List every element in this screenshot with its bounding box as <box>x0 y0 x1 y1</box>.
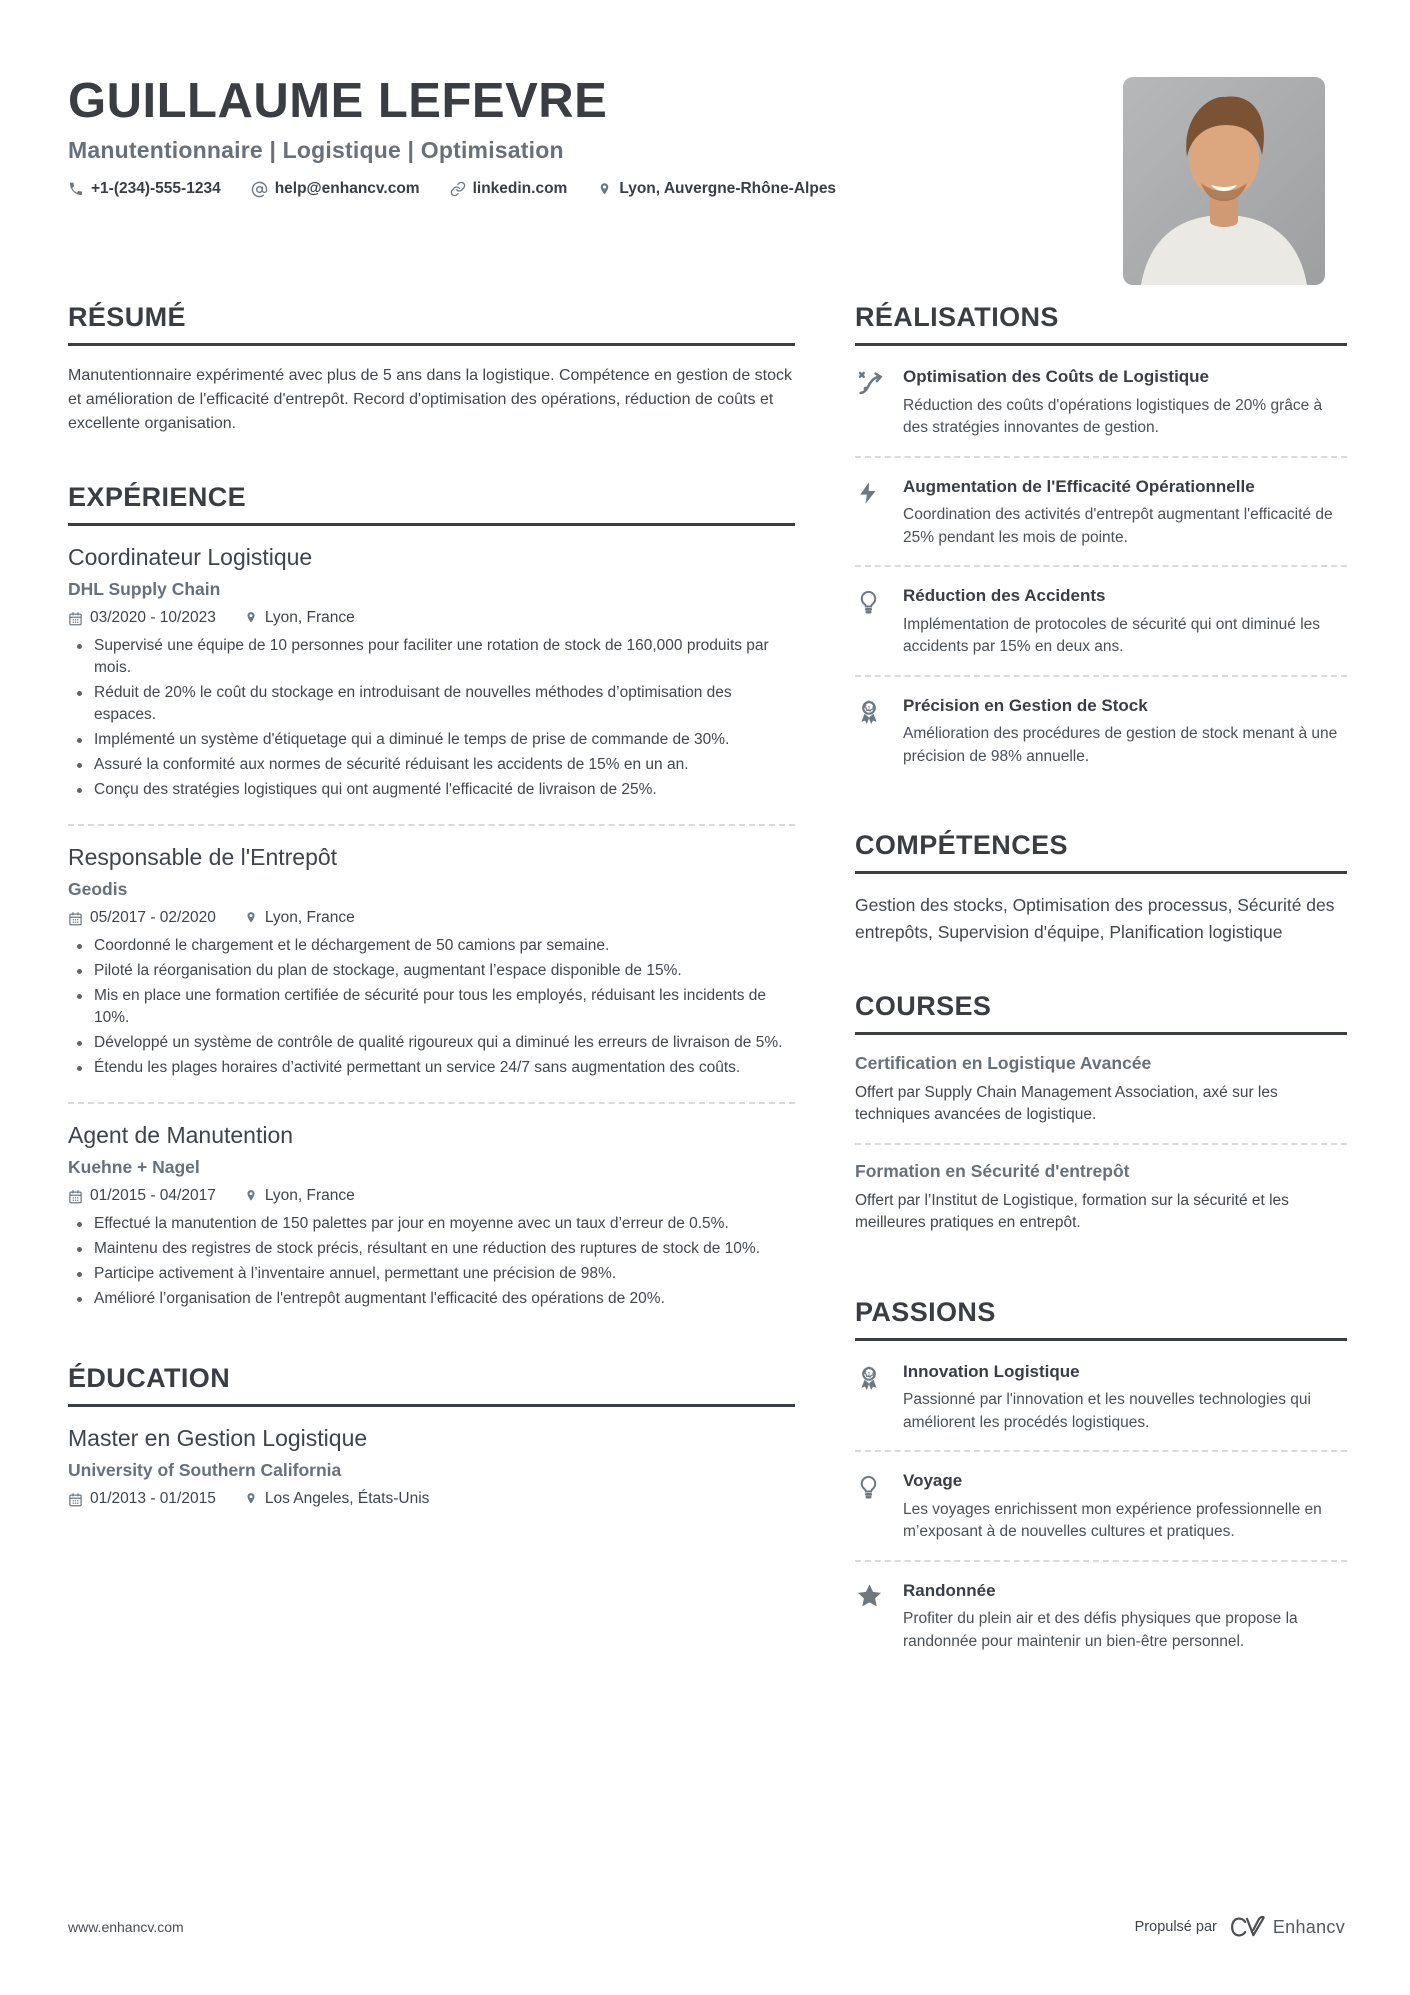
right-column <box>855 302 1347 1715</box>
job-company: DHL Supply Chain <box>68 579 221 600</box>
passion-text: Les voyages enrichissent mon expérience professionnelle en m’exposant à de nouvelles cultures et pratiques. <box>903 1500 1322 1541</box>
star-icon <box>855 1580 885 1654</box>
location-icon <box>244 911 258 925</box>
enhancv-logo-text: Enhancv <box>1272 1916 1345 1937</box>
lightbulb-icon <box>855 585 885 659</box>
job-bullet: Réduit de 20% le coût du stockage en introduisant de nouvelles méthodes d’optimisation des espaces. <box>68 682 795 726</box>
passions-heading: PASSIONS <box>855 1297 1347 1341</box>
section-education <box>68 1363 795 1508</box>
achievement-text: Réduction des coûts d'opérations logistiques de 20% grâce à des stratégies innovantes de gestion. <box>903 396 1323 437</box>
experience-heading: EXPÉRIENCE <box>68 482 795 526</box>
achievement-title: Réduction des Accidents <box>903 586 1106 606</box>
job-location-text: Lyon, France <box>264 609 355 627</box>
at-icon <box>251 181 268 198</box>
job-location-text: Lyon, France <box>264 1187 355 1205</box>
passion-item <box>855 1468 1347 1562</box>
achievement-title: Augmentation de l'Efficacité Opérationnelle <box>903 476 1255 496</box>
job-bullet: Développé un système de contrôle de qualité rigoureux qui a diminué les erreurs de livraison de 5%. <box>68 1032 795 1054</box>
job-company: Geodis <box>68 879 128 900</box>
passion-body <box>903 1361 1347 1435</box>
job-bullet: Piloté la réorganisation du plan de stockage, augmentant l’espace disponible de 15%. <box>68 960 795 982</box>
skills-heading: COMPÉTENCES <box>855 830 1347 874</box>
achievement-title: Optimisation des Coûts de Logistique <box>903 367 1210 387</box>
achievements-heading: RÉALISATIONS <box>855 302 1347 346</box>
location-icon <box>244 611 258 625</box>
svg-text:1: 1 <box>866 703 872 713</box>
achievement-body <box>903 366 1347 440</box>
footer <box>68 1914 1345 1940</box>
passion-item <box>855 1359 1347 1453</box>
course-item <box>855 1161 1347 1251</box>
contact-email-text: help@enhancv.com <box>274 180 420 198</box>
powered-by-label: Propulsé par <box>1134 1919 1217 1935</box>
passion-body <box>903 1470 1347 1544</box>
education-heading: ÉDUCATION <box>68 1363 795 1407</box>
job-location <box>244 909 355 927</box>
passion-title: Innovation Logistique <box>903 1361 1080 1381</box>
job-meta <box>68 1187 795 1205</box>
job-dates-text: 05/2017 - 02/2020 <box>90 909 216 927</box>
left-column <box>68 302 795 1715</box>
job-bullets <box>68 635 795 801</box>
job-meta <box>68 609 795 627</box>
job-location <box>244 609 355 627</box>
location-icon <box>244 1189 258 1203</box>
job-bullet: Effectué la manutention de 150 palettes par jour en moyenne avec un taux d’erreur de 0.5%. <box>68 1213 795 1235</box>
achievement-body <box>903 695 1347 769</box>
calendar-icon <box>68 1492 83 1507</box>
job-dates <box>68 609 216 627</box>
resume-text: Manutentionnaire expérimenté avec plus de 5 ans dans la logistique. Compétence en gestion de stock et amélioration de l'efficacité d'entrepôt. Record d'optimisation des opérations, réduction de coûts et excellente organisation. <box>68 367 793 433</box>
education-location-text: Los Angeles, États-Unis <box>264 1490 430 1508</box>
location-icon <box>244 1492 258 1506</box>
job-bullet: Étendu les plages horaires d’activité permettant un service 24/7 sans augmentation des coûts. <box>68 1057 795 1079</box>
svg-text:1: 1 <box>866 1369 872 1379</box>
location-icon <box>597 182 612 197</box>
education-dates-text: 01/2013 - 01/2015 <box>90 1490 216 1508</box>
achievement-item <box>855 693 1347 785</box>
section-skills <box>855 830 1347 945</box>
lightbulb-icon <box>855 1470 885 1544</box>
section-experience <box>68 482 795 1317</box>
education-degree: Master en Gestion Logistique <box>68 1425 368 1452</box>
job-bullet: Coordonné le chargement et le déchargement de 50 camions par semaine. <box>68 935 795 957</box>
job-company: Kuehne + Nagel <box>68 1157 200 1178</box>
job-dates <box>68 1187 216 1205</box>
job-bullets <box>68 935 795 1079</box>
job-bullet: Supervisé une équipe de 10 personnes pour faciliter une rotation de stock de 160,000 produits par mois. <box>68 635 795 679</box>
job-bullet: Amélioré l’organisation de l'entrepôt augmentant l'efficacité des opérations de 20%. <box>68 1288 795 1310</box>
achievement-text: Implémentation de protocoles de sécurité qui ont diminué les accidents par 15% en deux ans. <box>903 615 1321 656</box>
section-achievements <box>855 302 1347 784</box>
job-location-text: Lyon, France <box>264 909 355 927</box>
course-text: Offert par l’Institut de Logistique, formation sur la sécurité et les meilleures pratiques en entrepôt. <box>855 1191 1289 1232</box>
resume-heading: RÉSUMÉ <box>68 302 795 346</box>
job-dates <box>68 909 216 927</box>
job-title: Responsable de l'Entrepôt <box>68 844 338 871</box>
job-entry <box>68 824 795 1086</box>
passion-body <box>903 1580 1347 1654</box>
skills-text: Gestion des stocks, Optimisation des processus, Sécurité des entrepôts, Supervision d'équipe, Planification logistique <box>855 895 1335 942</box>
course-title: Formation en Sécurité d'entrepôt <box>855 1160 1130 1181</box>
person-headline: Manutentionnaire | Logistique | Optimisation <box>68 137 564 164</box>
job-bullet: Mis en place une formation certifiée de sécurité pour tous les employés, réduisant les incidents de 10%. <box>68 985 795 1029</box>
contact-email[interactable] <box>251 180 420 198</box>
achievement-body <box>903 585 1347 659</box>
achievement-title: Précision en Gestion de Stock <box>903 695 1148 715</box>
job-meta <box>68 909 795 927</box>
job-bullets <box>68 1213 795 1310</box>
passion-item <box>855 1578 1347 1670</box>
passion-title: Randonnée <box>903 1580 996 1600</box>
job-bullet: Participe activement à l’inventaire annuel, permettant une précision de 98%. <box>68 1263 795 1285</box>
medal-icon <box>855 1361 885 1435</box>
passion-text: Profiter du plein air et des défis physiques que propose la randonnée pour maintenir un bien-être personnel. <box>903 1610 1298 1650</box>
course-text: Offert par Supply Chain Management Association, axé sur les techniques avancées de logistique. <box>855 1083 1278 1124</box>
person-name: GUILLAUME LEFEVRE <box>68 74 608 128</box>
courses-heading: COURSES <box>855 991 1347 1035</box>
content-columns <box>0 302 1410 1715</box>
medal-icon <box>855 695 885 769</box>
footer-website-link[interactable]: www.enhancv.com <box>68 1919 184 1935</box>
lightning-icon <box>855 476 885 550</box>
achievement-item <box>855 474 1347 568</box>
job-dates-text: 03/2020 - 10/2023 <box>90 609 216 627</box>
enhancv-logo[interactable] <box>1227 1914 1345 1940</box>
achievement-text: Coordination des activités d'entrepôt augmentant l'efficacité de 25% pendant les mois de pointe. <box>903 506 1333 546</box>
job-bullet: Implémenté un système d'étiquetage qui a diminué le temps de prise de commande de 30%. <box>68 729 795 751</box>
calendar-icon <box>68 611 83 626</box>
passion-text: Passionné par l'innovation et les nouvelles technologies qui améliorent les procédés logistiques. <box>903 1391 1311 1431</box>
link-icon <box>450 181 466 197</box>
course-title: Certification en Logistique Avancée <box>855 1052 1152 1073</box>
job-bullet: Maintenu des registres de stock précis, résultant en une réduction des ruptures de stock de 10%. <box>68 1238 795 1260</box>
education-school: University of Southern California <box>68 1460 342 1481</box>
contact-location-text: Lyon, Auvergne-Rhône-Alpes <box>619 180 837 198</box>
contact-phone <box>68 180 221 198</box>
education-location <box>244 1490 430 1508</box>
footer-powered <box>1135 1914 1345 1940</box>
profile-photo <box>1123 77 1325 285</box>
phone-icon <box>68 181 84 197</box>
job-bullet: Assuré la conformité aux normes de sécurité réduisant les accidents de 15% en un an. <box>68 754 795 776</box>
education-dates <box>68 1490 216 1508</box>
job-entry <box>68 544 795 808</box>
contact-linkedin-text: linkedin.com <box>472 180 568 198</box>
job-location <box>244 1187 355 1205</box>
contact-phone-text: +1-(234)-555-1234 <box>91 180 221 198</box>
enhancv-logo-icon <box>1227 1914 1267 1940</box>
section-resume <box>68 302 795 436</box>
achievement-text: Amélioration des procédures de gestion de stock menant à une précision de 98% annuelle. <box>903 725 1338 765</box>
contact-linkedin[interactable] <box>450 180 568 198</box>
job-dates-text: 01/2015 - 04/2017 <box>90 1187 216 1205</box>
section-courses <box>855 991 1347 1251</box>
job-title: Agent de Manutention <box>68 1122 294 1149</box>
achievement-body <box>903 476 1347 550</box>
course-item <box>855 1053 1347 1145</box>
job-bullet: Conçu des stratégies logistiques qui ont augmenté l'efficacité de livraison de 25%. <box>68 779 795 801</box>
passion-title: Voyage <box>903 1471 963 1491</box>
section-passions <box>855 1297 1347 1670</box>
job-entry <box>68 1102 795 1317</box>
education-meta <box>68 1490 795 1508</box>
calendar-icon <box>68 1189 83 1204</box>
achievement-item <box>855 364 1347 458</box>
job-title: Coordinateur Logistique <box>68 544 313 571</box>
strategy-icon <box>855 366 885 440</box>
calendar-icon <box>68 911 83 926</box>
contact-location <box>597 180 836 198</box>
achievement-item <box>855 583 1347 677</box>
